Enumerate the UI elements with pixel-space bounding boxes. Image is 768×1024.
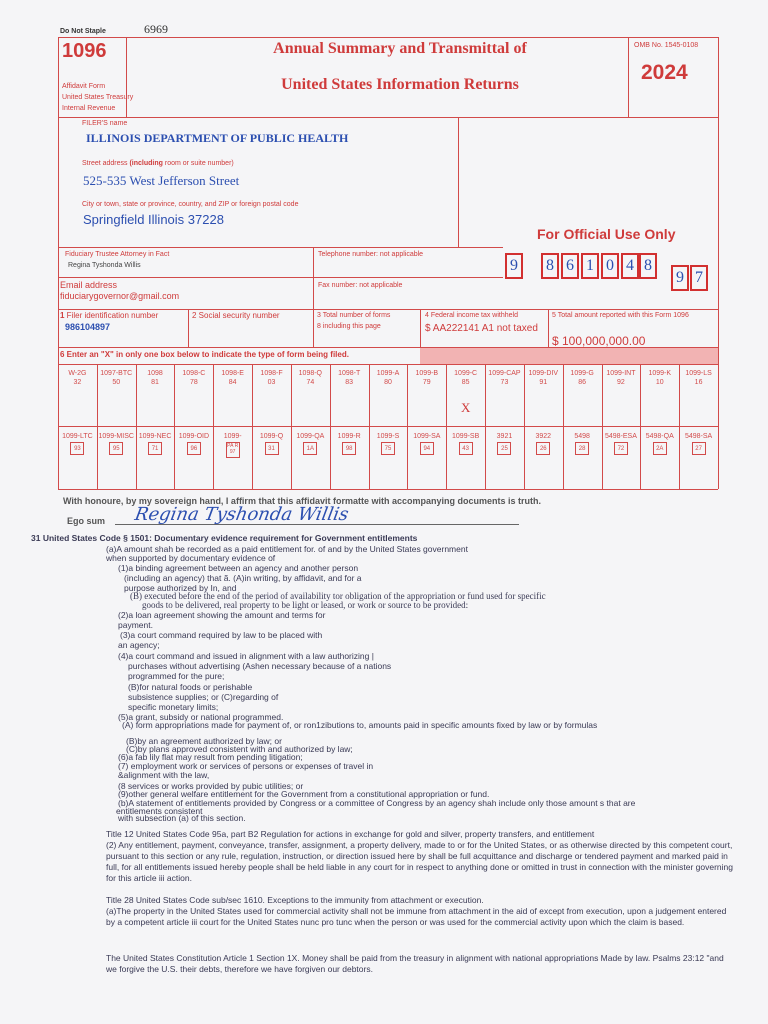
form-type-checkbox[interactable]: 27 xyxy=(692,442,706,455)
law-text-line: (5)a grant, subsidy or national programmed. xyxy=(118,712,284,722)
form-type-2[interactable] xyxy=(136,369,175,387)
city-state-zip[interactable]: Springfield Illinois 37228 xyxy=(83,212,224,227)
law-text-line: (B)for natural foods or perishable xyxy=(128,682,253,692)
form-type-code: 16 xyxy=(694,379,703,386)
form-type-code: 92 xyxy=(617,379,625,386)
form-type-name: 5498 xyxy=(574,433,590,440)
form-type-name: 1098-E xyxy=(221,370,244,377)
do-not-staple-label: Do Not Staple xyxy=(60,28,106,35)
box1-label: 1 Filer identification number xyxy=(60,311,159,320)
form-type-3[interactable] xyxy=(174,369,213,387)
law-text-line: purpose authorized by In, and xyxy=(124,583,237,593)
law-text-line: goods to be delivered, real property to be light or leased, or work or source to be provided: xyxy=(142,600,469,610)
official-digit: 9 xyxy=(671,265,689,291)
law-text-line: (3)a court command required by law to be placed with xyxy=(120,630,323,640)
law-text-line: 31 United States Code § 1501: Documentary evidence requirement for Government entitlements xyxy=(31,533,418,543)
official-digit: 6 xyxy=(561,253,579,279)
shaded-area xyxy=(420,348,718,364)
law-text-line: when supported by documentary evidence of xyxy=(106,553,276,563)
form-type-name: 1099- xyxy=(223,433,242,440)
form-type-28[interactable] xyxy=(485,432,524,452)
form-type-31[interactable] xyxy=(602,432,641,452)
form-type-1[interactable] xyxy=(97,369,136,387)
form-type-27[interactable] xyxy=(446,432,485,452)
form-type-9[interactable] xyxy=(407,369,446,387)
law-text-line: (8 services or works provided by pubic utilities; or xyxy=(118,781,304,791)
form-type-name: 1099-CAP xyxy=(488,370,521,377)
street-address[interactable]: 525-535 West Jefferson Street xyxy=(83,173,240,188)
form-type-20[interactable] xyxy=(174,432,213,452)
official-digit: 8 xyxy=(639,253,657,279)
form-type-4[interactable] xyxy=(213,369,252,387)
law-text-line: (2)a loan agreement showing the amount and terms for xyxy=(118,610,326,620)
form-type-code: 79 xyxy=(422,379,431,386)
email-value[interactable]: fiduciarygovernor@gmail.com xyxy=(60,291,180,301)
box5-value[interactable]: $ 100,000,000.00 xyxy=(552,334,646,348)
law-text-line: (C)by plans approved consistent with and authorized by law; xyxy=(126,744,353,754)
law-text-line: (A) form appropriations made for payment of, or ron1zibutions to, amounts paid in specific amounts fixed by law or by formulas xyxy=(122,720,598,730)
official-digit: 7 xyxy=(690,265,708,291)
form-type-checkbox[interactable]: 26 xyxy=(536,442,550,455)
form-type-checkbox[interactable]: 43 xyxy=(459,442,473,455)
law-text-line: &alignment with the law, xyxy=(118,770,210,780)
law-text-line: (b)A statement of entitlements provided by Congress or a committee of Congress by an agency shah include only those amount s that are xyxy=(118,798,636,808)
law-text-line: payment. xyxy=(118,620,153,630)
form-type-name: 1098-Q xyxy=(298,370,323,377)
official-digit: 1 xyxy=(581,253,599,279)
form-type-24[interactable] xyxy=(330,432,369,452)
form-title-line2: United States Information Returns xyxy=(281,76,519,93)
official-use-label: For Official Use Only xyxy=(537,226,676,242)
form-type-checkbox[interactable]: 98 xyxy=(342,442,356,455)
law-text-line: subsistence supplies; or (C)regarding of xyxy=(128,692,279,702)
form-type-name: 1099-S xyxy=(376,433,400,440)
form-type-checkbox[interactable]: 28 xyxy=(575,442,589,455)
form-type-name: 1099-INT xyxy=(606,370,636,377)
form-type-code: 78 xyxy=(189,379,198,386)
form-type-name: 1099-K xyxy=(648,370,672,377)
form-type-checkbox[interactable]: 71 xyxy=(148,442,162,455)
box6-label: 6 Enter an "X" in only one box below to indicate the type of form being filed. xyxy=(60,350,349,359)
form-type-code: 80 xyxy=(384,379,392,386)
official-digit: 4 xyxy=(621,253,639,279)
form-type-checkbox[interactable]: 31 xyxy=(265,442,279,455)
form-type-name: 1099-MISC xyxy=(98,433,134,440)
form-type-26[interactable] xyxy=(407,432,446,452)
filer-name[interactable]: ILLINOIS DEPARTMENT OF PUBLIC HEALTH xyxy=(86,131,349,145)
form-type-19[interactable] xyxy=(136,432,175,452)
form-type-10[interactable] xyxy=(446,369,485,387)
law-text-line: (including an agency) that ã. (A)in writing, by affidavit, and for a xyxy=(124,573,362,583)
form-type-code: 81 xyxy=(151,379,159,386)
form-type-code: 83 xyxy=(345,379,354,386)
form-type-7[interactable] xyxy=(330,369,369,387)
form-type-checkbox[interactable]: 25 xyxy=(497,442,511,455)
form-type-22[interactable] xyxy=(252,432,291,452)
form-type-name: 1098 xyxy=(147,370,163,377)
form-type-8[interactable] xyxy=(369,369,408,387)
street-label: Street address (including room or suite number) xyxy=(82,160,234,167)
official-digit: 9 xyxy=(505,253,523,279)
form-type-15[interactable] xyxy=(640,369,679,387)
omb-number: OMB No. 1545-0108 xyxy=(634,42,699,49)
form-type-name: 1098-C xyxy=(182,370,206,377)
form-type-checkbox[interactable]: 72 xyxy=(614,442,628,455)
fax-label[interactable]: Fax number: not applicable xyxy=(318,282,403,289)
form-type-17[interactable] xyxy=(58,432,97,452)
telephone-label[interactable]: Telephone number: not applicable xyxy=(318,251,424,258)
form-type-name: 5498-ESA xyxy=(604,433,637,440)
form-type-code: 74 xyxy=(306,379,315,386)
law-text-line: (B)by an agreement authorized by law; or xyxy=(126,736,282,746)
law-text-line: programmed for the pure; xyxy=(128,671,225,681)
form-type-11[interactable] xyxy=(485,369,524,387)
filer-name-label: FILER'S name xyxy=(82,120,128,127)
form-type-code: 86 xyxy=(578,379,586,386)
form-type-name: 5498-QA xyxy=(645,433,674,440)
form-type-29[interactable] xyxy=(524,432,563,452)
box4-value[interactable]: $ AA222141 A1 not taxed xyxy=(425,323,538,334)
fiduciary-name[interactable]: Regina Tyshonda Willis xyxy=(68,262,141,269)
form-type-code: 73 xyxy=(500,379,509,386)
law-text-line: an agency; xyxy=(118,640,160,650)
title28-paragraph: Title 28 United States Code sub/sec 1610. Exceptions to the immunity from attachment or execution. (a)The property in the United States used for commercial activity shall not be immune from attachment in the aid of except from execution, upon a judgement entered by a competent article iii court for the United States nunc pro tunc when the person or was used for the commercial activity upon which the claim is based. xyxy=(106,895,727,927)
form-title-line1: Annual Summary and Transmittal of xyxy=(273,40,527,57)
form-type-23[interactable] xyxy=(291,432,330,452)
affidavit-form-label: Affidavit Form xyxy=(62,83,106,90)
form-type-name: 1099-Q xyxy=(259,433,284,440)
form-type-checkbox[interactable]: 2A xyxy=(653,442,667,455)
form-type-name: W-2G xyxy=(68,370,87,377)
form-type-checkbox[interactable]: 94 xyxy=(420,442,434,455)
law-text-line: (B) executed before the end of the period of availability tor obligation of the appropriation or fund used for specific xyxy=(130,591,546,601)
form-type-checkbox[interactable]: PA R 97 xyxy=(226,442,240,458)
form-type-code: 32 xyxy=(73,379,82,386)
form-code: 6969 xyxy=(144,22,168,36)
form-type-5[interactable] xyxy=(252,369,291,387)
official-digit: 8 xyxy=(541,253,559,279)
box3-value[interactable]: 8 including this page xyxy=(317,323,381,330)
irs-label: Internal Revenue xyxy=(62,105,116,112)
ego-sum-label: Ego sum xyxy=(67,516,106,526)
form-type-code: 50 xyxy=(112,379,121,386)
form-type-6[interactable] xyxy=(291,369,330,387)
form-type-16[interactable] xyxy=(679,369,718,387)
form-type-name: 3921 xyxy=(496,433,513,440)
law-text-line: (a)A amount shah be recorded as a paid entitlement for. of and by the United States government xyxy=(106,544,468,554)
form-type-checkbox[interactable]: 75 xyxy=(381,442,395,455)
form-type-32[interactable] xyxy=(640,432,679,452)
form-type-name: 1098-T xyxy=(338,370,361,377)
law-text-line: (4)a court command and issued in alignment with a law authorizing | xyxy=(118,651,374,661)
form-type-13[interactable] xyxy=(563,369,602,387)
form-type-12[interactable] xyxy=(524,369,563,387)
form-type-code: 91 xyxy=(539,379,548,386)
form-type-name: 1099-DIV xyxy=(528,370,559,377)
filer-id-number[interactable]: 986104897 xyxy=(65,322,111,332)
form-type-name: 1098-F xyxy=(260,370,283,377)
form-type-name: 1099-C xyxy=(454,370,478,377)
signature: Regina Tyshonda Willis xyxy=(133,504,351,525)
form-type-checkbox[interactable]: 96 xyxy=(187,442,201,455)
form-type-name: 1099-A xyxy=(376,370,400,377)
law-text-line: (7) employment work or services of persons or expenses of travel in xyxy=(118,761,374,771)
form-type-30[interactable] xyxy=(563,432,602,452)
form-type-name: 3922 xyxy=(535,433,552,440)
law-text-line: purchases without advertising (Ashen necessary because of a nations xyxy=(128,661,392,671)
law-text-line: entitlements consistent xyxy=(116,806,203,816)
form-type-checkbox[interactable]: 93 xyxy=(70,442,84,455)
form-type-name: 1099-OID xyxy=(178,433,210,440)
form-type-name: 1099-LTC xyxy=(62,433,93,440)
form-type-25[interactable] xyxy=(369,432,408,452)
law-text-line: specific monetary limits; xyxy=(128,702,219,712)
form-type-18[interactable] xyxy=(97,432,136,452)
form-type-name: 5498-SA xyxy=(684,433,713,440)
treasury-label: United States Treasury xyxy=(62,94,134,101)
form-type-0[interactable] xyxy=(58,369,97,387)
box2-label: 2 Social security number xyxy=(192,311,280,320)
form-type-name: 1097-BTC xyxy=(100,370,133,377)
form-type-code: 10 xyxy=(655,379,664,386)
form-type-21[interactable] xyxy=(213,432,252,455)
box4-label: 4 Federal income tax withheld xyxy=(425,312,518,319)
title12-paragraph: Title 12 United States Code 95a, part B2 Regulation for actions in exchange for gold and silver, property transfers, and entitlement (2) Any entitlement, payment, conveyance, transfer, assignment, a property delivery, made to or for the United States, or as otherwise directed by this competent court, pursuant to this section or any rule, regulation, instruction, or direction issued here by shall be full acquittance and discharge or tendered payment and marked paid in full, for all entitlements issued hereby people shall be held liable in any court for in respect to anything done or omitted in trust in connection with the minister governing for this article iii action. xyxy=(106,829,733,883)
form-type-14[interactable] xyxy=(602,369,641,387)
law-text-line: with subsection (a) of this section. xyxy=(118,813,246,823)
form-number: 1096 xyxy=(62,40,107,62)
form-type-name: 1099-SB xyxy=(452,433,480,440)
box3-label: 3 Total number of forms xyxy=(317,312,391,319)
constitution-paragraph: The United States Constitution Article 1 Section 1X. Money shall be paid from the treasury in alignment with national appropriations Made by law. Psalms 23:12 "and we forgive the U.S. their debts, therefore we have forgiven our debtors. xyxy=(106,953,724,974)
law-text-line: (9)other general welfare entitlement for the Government from a constitutional appropriation or fund. xyxy=(118,789,490,799)
box5-label: 5 Total amount reported with this Form 1096 xyxy=(552,312,689,319)
form-type-name: 1099-SA xyxy=(413,433,441,440)
law-text-line: (1)a binding agreement between an agency and another person xyxy=(118,563,359,573)
official-digit: 0 xyxy=(601,253,619,279)
form-type-name: 1099-QA xyxy=(296,433,325,440)
form-type-checkbox[interactable]: 95 xyxy=(109,442,123,455)
form-type-name: 1099-B xyxy=(415,370,439,377)
form-type-name: 1099-R xyxy=(337,433,361,440)
form-type-code: 03 xyxy=(267,379,276,386)
form-type-code: 85 xyxy=(461,379,470,386)
form-type-name: 1099-G xyxy=(570,370,594,377)
form-type-33[interactable] xyxy=(679,432,718,452)
form-type-x-mark[interactable]: X xyxy=(461,400,471,415)
tax-year: 2024 xyxy=(641,61,688,84)
fiduciary-label: Fiduciary Trustee Attorney in Fact xyxy=(65,251,170,258)
form-type-checkbox[interactable]: 1A xyxy=(303,442,317,455)
email-label: Email address xyxy=(60,280,118,290)
city-label: City or town, state or province, country, and ZIP or foreign postal code xyxy=(82,201,299,208)
form-type-name: 1099-LS xyxy=(685,370,712,377)
law-text-line: (6)a fab lily flat may result from pending litigation; xyxy=(118,752,303,762)
form-type-code: 84 xyxy=(228,379,237,386)
affirmation-text: With honoure, by my sovereign hand, I affirm that this affidavit formatte with accompanying documents is truth. xyxy=(63,496,541,506)
form-type-name: 1099-NEC xyxy=(138,433,172,440)
